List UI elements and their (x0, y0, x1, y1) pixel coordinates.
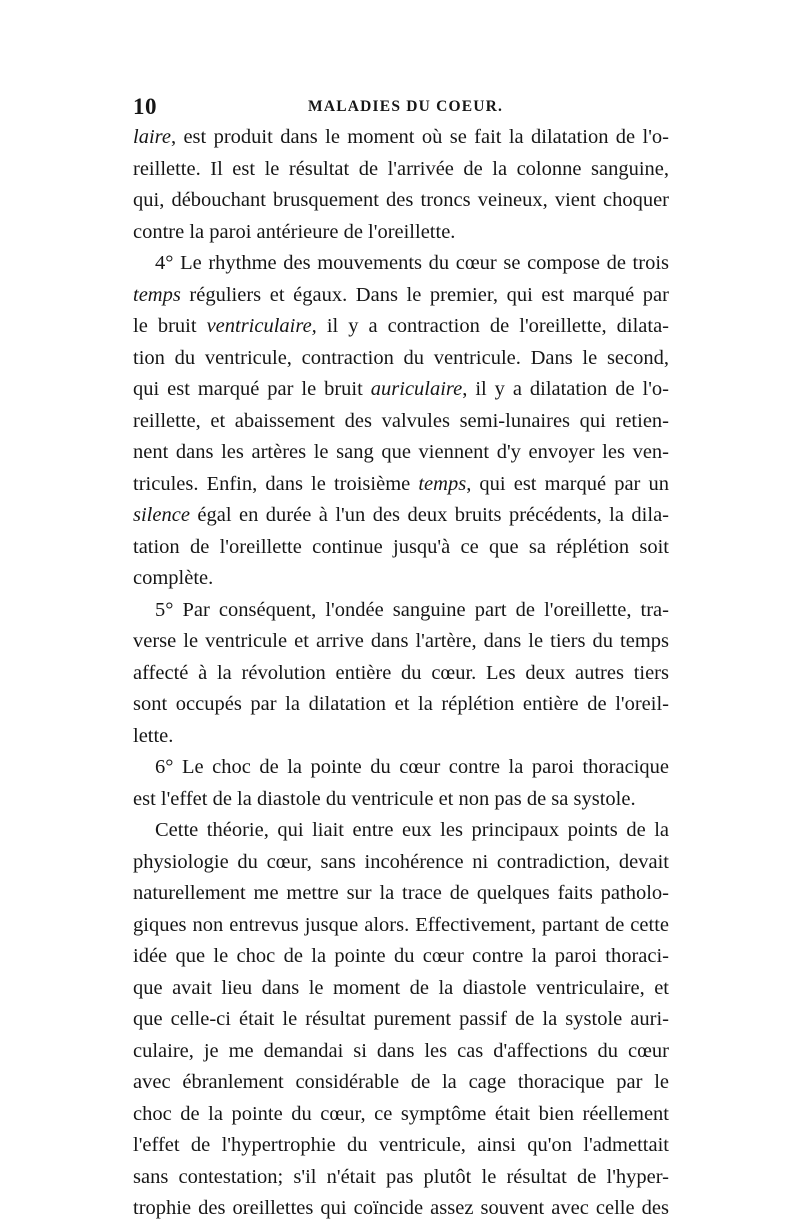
text-run: complète. (133, 567, 214, 589)
text-run: avec ébranlement considérable de la cage thoracique par le (133, 1071, 669, 1093)
text-run: réguliers et égaux. Dans le premier, qui est marqué par (180, 283, 669, 306)
text-run: 4° Le rhythme des mouvements du cœur se compose de trois (155, 252, 669, 274)
text-line (133, 406, 669, 438)
text-run: giques non entrevus jusque alors. Effectivement, partant de cette (133, 913, 669, 936)
italic-term: laire (133, 126, 171, 148)
text-line (133, 1004, 669, 1036)
text-line (133, 878, 669, 910)
italic-term: temps (133, 283, 181, 306)
running-title: MALADIES DU COEUR. (308, 98, 504, 115)
text-line (133, 154, 669, 186)
text-run: trophie des oreillettes qui coïncide assez souvent avec celle des (133, 1197, 669, 1219)
text-line (133, 563, 669, 595)
text-line (133, 185, 669, 217)
text-run: le bruit (133, 315, 207, 337)
text-line (133, 941, 669, 973)
text-line (133, 500, 669, 532)
text-run: égal en durée à l'un des deux bruits précédents, la dila- (189, 504, 669, 526)
text-run: physiologie du cœur, sans incohérence ni contradiction, devait (133, 850, 669, 873)
text-run: 5° Par conséquent, l'ondée sanguine part de l'oreillette, tra- (155, 598, 669, 621)
text-run: sans contestation; s'il n'était pas plutôt le résultat de l'hyper- (133, 1165, 669, 1188)
text-run: 6° Le choc de la pointe du cœur contre la paroi thoracique (155, 756, 669, 778)
text-line (133, 595, 669, 627)
text-line (133, 1067, 669, 1099)
text-line (133, 1099, 669, 1131)
text-line (133, 1193, 669, 1225)
italic-term: temps (418, 472, 467, 495)
text-run: idée que le choc de la pointe du cœur contre la paroi thoraci- (133, 945, 669, 967)
text-run: que avait lieu dans le moment de la diastole ventriculaire, et (133, 976, 669, 999)
text-line (133, 248, 669, 280)
text-run: , est produit dans le moment où se fait la dilatation de l'o- (170, 126, 669, 148)
text-run: affecté à la révolution entière du cœur. Les deux autres tiers (133, 661, 669, 684)
text-run: contre la paroi antérieure de l'oreillette. (133, 220, 456, 243)
text-line (133, 1036, 669, 1068)
text-line (133, 784, 669, 816)
italic-term: silence (133, 504, 190, 526)
text-line (133, 122, 669, 154)
text-line (133, 437, 669, 469)
body-text (133, 122, 669, 1225)
text-line (133, 217, 669, 249)
text-run: lette. (133, 724, 174, 747)
text-line (133, 532, 669, 564)
text-run: tricules. Enfin, dans le troisième (133, 472, 419, 495)
text-run: naturellement me mettre sur la trace de quelques faits patholo- (133, 882, 669, 904)
text-run: reillette. Il est le résultat de l'arrivée de la colonne sanguine, (133, 157, 669, 180)
text-run: , il y a dilatation de l'o- (462, 378, 669, 400)
text-line (133, 721, 669, 753)
text-line (133, 280, 669, 312)
text-run: qui, débouchant brusquement des troncs veineux, vient choquer (133, 189, 669, 211)
text-run: nent dans les artères le sang que viennent d'y envoyer les ven- (133, 441, 669, 463)
page-number: 10 (133, 94, 157, 119)
text-run: tion du ventricule, contraction du ventricule. Dans le second, (133, 346, 669, 369)
text-line (133, 910, 669, 942)
text-run: , qui est marqué par un (466, 472, 669, 495)
text-run: Cette théorie, qui liait entre eux les principaux points de la (155, 819, 669, 841)
text-line (133, 1130, 669, 1162)
text-run: reillette, et abaissement des valvules semi-lunaires qui retien- (133, 409, 669, 432)
text-run: choc de la pointe du cœur, ce symptôme était bien réellement (133, 1102, 669, 1125)
text-line (133, 973, 669, 1005)
text-line (133, 815, 669, 847)
text-line (133, 311, 669, 343)
text-run: qui est marqué par le bruit (133, 378, 371, 400)
text-run: est l'effet de la diastole du ventricule et non pas de sa systole. (133, 787, 636, 810)
text-run: l'effet de l'hypertrophie du ventricule, ainsi qu'on l'admettait (133, 1134, 669, 1156)
italic-term: auriculaire (370, 378, 463, 400)
page-header (133, 94, 667, 124)
text-run: que celle-ci était le résultat purement passif de la systole auri- (133, 1008, 669, 1030)
text-run: il y a contraction de l'oreillette, dilata- (316, 315, 669, 337)
text-line (133, 343, 669, 375)
text-line (133, 658, 669, 690)
text-run: verse le ventricule et arrive dans l'artère, dans le tiers du temps (133, 630, 669, 652)
text-line (133, 847, 669, 879)
text-run: culaire, je me demandai si dans les cas d'affections du cœur (133, 1039, 669, 1062)
text-line (133, 469, 669, 501)
text-line (133, 752, 669, 784)
text-run: sont occupés par la dilatation et la réplétion entière de l'oreil- (133, 693, 669, 715)
italic-term: ventriculaire, (206, 315, 317, 337)
text-line (133, 626, 669, 658)
text-line (133, 374, 669, 406)
text-line (133, 689, 669, 721)
text-line (133, 1162, 669, 1194)
text-run: tation de l'oreillette continue jusqu'à ce que sa réplétion soit (133, 535, 669, 558)
